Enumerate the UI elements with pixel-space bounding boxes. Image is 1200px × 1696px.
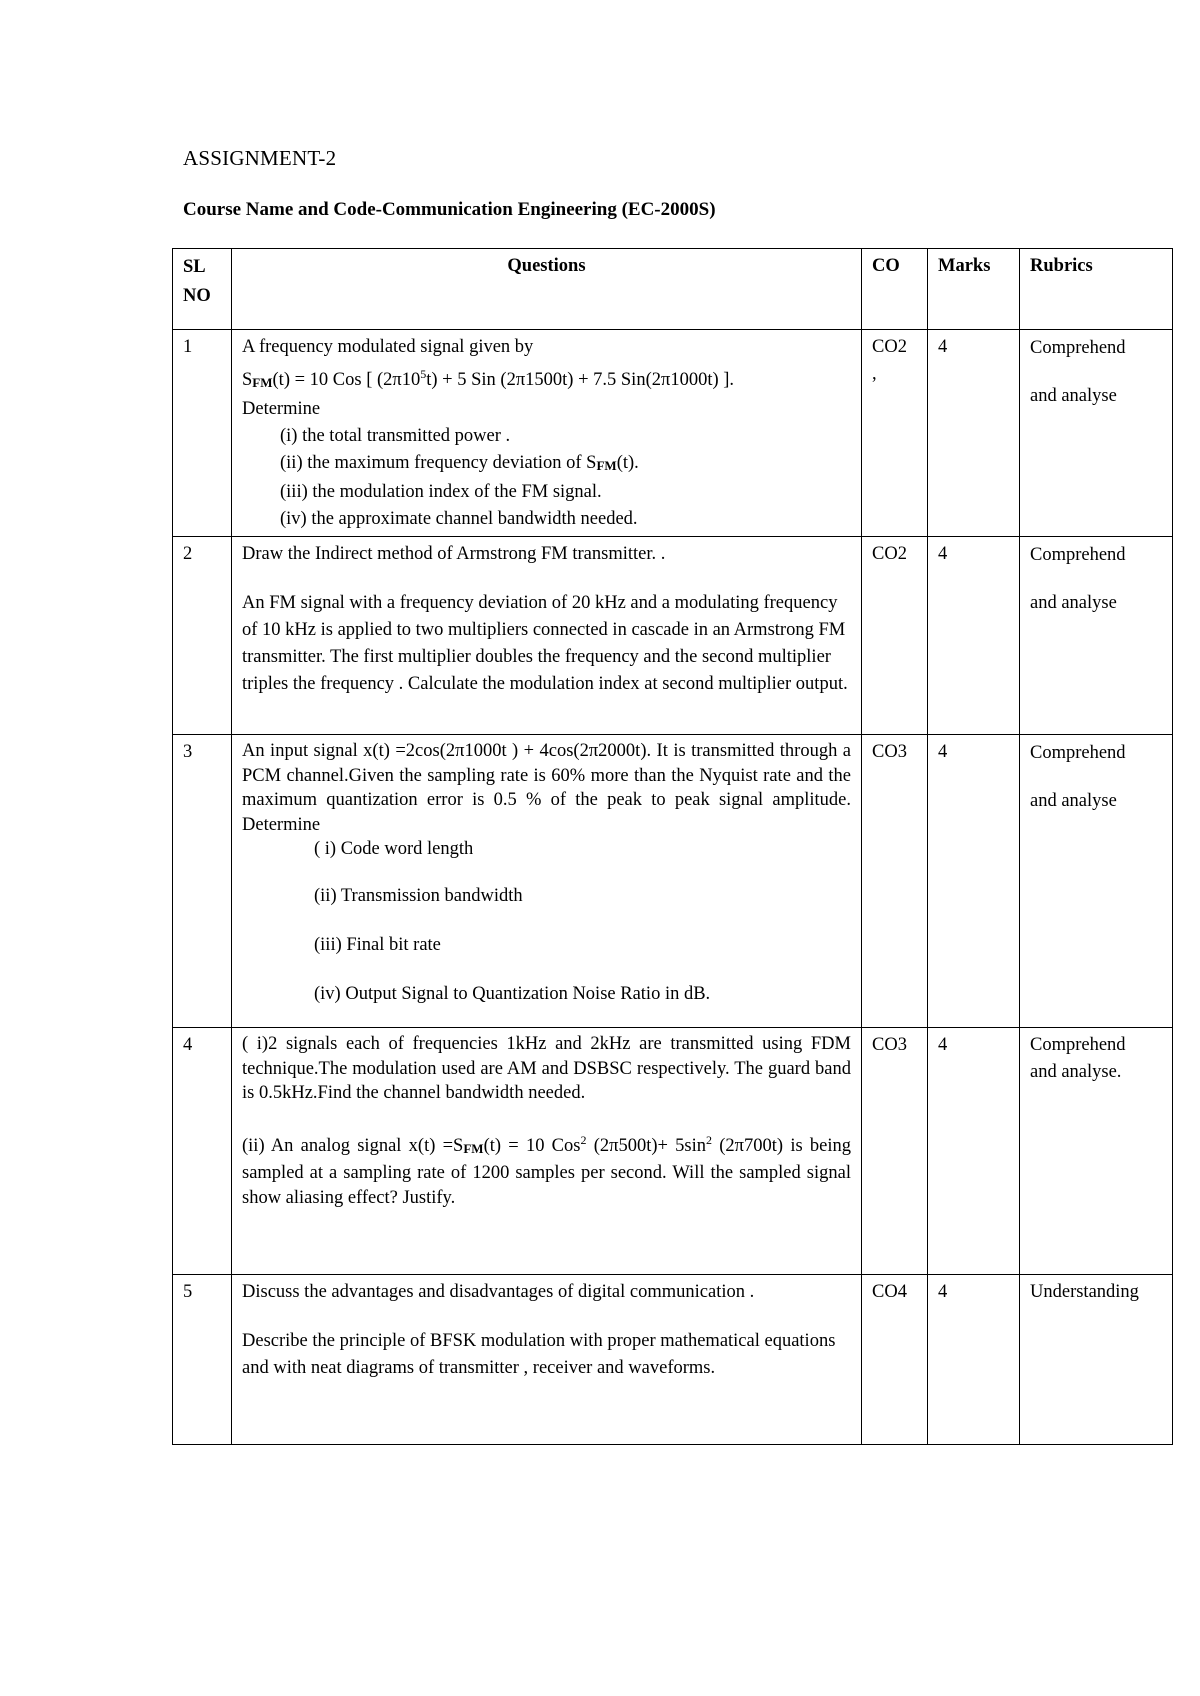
table-row (173, 1275, 1173, 1445)
equation: SFM(t) = 10 Cos [ $(2\pi 10^5t) + 5$ Sin (2π1500t) + 7.5 Sin(2π1000t) ]. (242, 367, 735, 390)
table-row (173, 330, 1173, 537)
rubrics-cell: Comprehend and analyse. (1020, 1028, 1173, 1275)
question-cell (232, 735, 862, 1028)
header-co: CO (862, 249, 928, 330)
sl-cell: 4 (173, 1028, 232, 1275)
marks-cell: 4 (928, 537, 1020, 735)
co-cell: CO3 (862, 735, 928, 1028)
question-cell (232, 537, 862, 735)
question-text: A frequency modulated signal given by (242, 337, 534, 357)
question-cell (232, 330, 862, 537)
sub-question: (iii) the modulation index of the FM signal. (280, 482, 602, 502)
question-cell (232, 1275, 862, 1445)
assignment-title: ASSIGNMENT-2 (183, 146, 337, 170)
question-text: Describe the principle of BFSK modulation with proper mathematical equations and with neat diagrams of transmitter , receiver and waveforms. (242, 1331, 836, 1378)
question-text: Draw the Indirect method of Armstrong FM transmitter. . (242, 544, 666, 564)
co-cell: CO2 (862, 537, 928, 735)
marks-cell: 4 (928, 1275, 1020, 1445)
question-text: ( i)2 signals each of frequencies 1kHz and 2kHz are transmitted using FDM technique.The modulation used are AM and DSBSC respectively. The guard band is 0.5kHz.Find the channel bandwidth needed. (242, 1034, 851, 1103)
sl-cell: 5 (173, 1275, 232, 1445)
sub-question: (iii) Final bit rate (314, 935, 441, 955)
questions-table (172, 248, 1173, 1445)
co-cell: CO3 (862, 1028, 928, 1275)
table-row (173, 537, 1173, 735)
table-header-row (173, 249, 1173, 330)
sl-cell: 3 (173, 735, 232, 1028)
marks-cell: 4 (928, 1028, 1020, 1275)
sub-question: (ii) Transmission bandwidth (314, 886, 523, 906)
question-text: (ii) An analog signal x(t) =SFM(t) = 10 Cos$^2$ $(2\pi 500t)+ 5\sin^2$ (2π700t) is being sampled at a sampling rate of 1200 samples per second. Will the sampled signal show aliasing effect? Justify. (242, 1132, 851, 1208)
table-row (173, 1028, 1173, 1275)
question-text: An input signal x(t) =2cos(2π1000t ) + 4cos(2π2000t). It is transmitted through a PCM channel.Given the sampling rate is 60% more than the Nyquist rate and the maximum quantization error is 0.5 % of the peak to peak signal amplitude. Determine (242, 741, 851, 835)
sub-question: (ii) the maximum frequency deviation of SFM(t). (280, 453, 639, 473)
course-name: Course Name and Code-Communication Engineering (EC-2000S) (183, 199, 716, 220)
sub-question: (iv) the approximate channel bandwidth needed. (280, 509, 638, 529)
question-text: An FM signal with a frequency deviation of 20 kHz and a modulating frequency of 10 kHz is applied to two multipliers connected in cascade in an Armstrong FM transmitter. The first multiplier doubles the frequency and the second multiplier triples the frequency . Calculate the modulation index at second multiplier output. (242, 593, 848, 694)
marks-cell: 4 (928, 330, 1020, 537)
question-text: Determine (242, 399, 321, 419)
co-cell: CO2 , (862, 330, 928, 537)
sub-question: (iv) Output Signal to Quantization Noise Ratio in dB. (314, 984, 711, 1004)
sl-cell: 2 (173, 537, 232, 735)
header-questions: Questions (232, 249, 862, 330)
header-marks: Marks (928, 249, 1020, 330)
sub-question: (i) the total transmitted power . (280, 426, 511, 446)
rubrics-cell: Comprehend and analyse (1020, 537, 1173, 735)
sl-cell: 1 (173, 330, 232, 537)
question-text: Discuss the advantages and disadvantages of digital communication . (242, 1282, 755, 1302)
rubrics-cell: Comprehend and analyse (1020, 735, 1173, 1028)
rubrics-cell: Comprehend and analyse (1020, 330, 1173, 537)
question-cell (232, 1028, 862, 1275)
co-cell: CO4 (862, 1275, 928, 1445)
header-rubrics: Rubrics (1020, 249, 1173, 330)
rubrics-cell: Understanding (1020, 1275, 1173, 1445)
sub-question: ( i) Code word length (314, 839, 474, 859)
header-sl-no: SL NO (173, 249, 232, 330)
table-row (173, 735, 1173, 1028)
marks-cell: 4 (928, 735, 1020, 1028)
